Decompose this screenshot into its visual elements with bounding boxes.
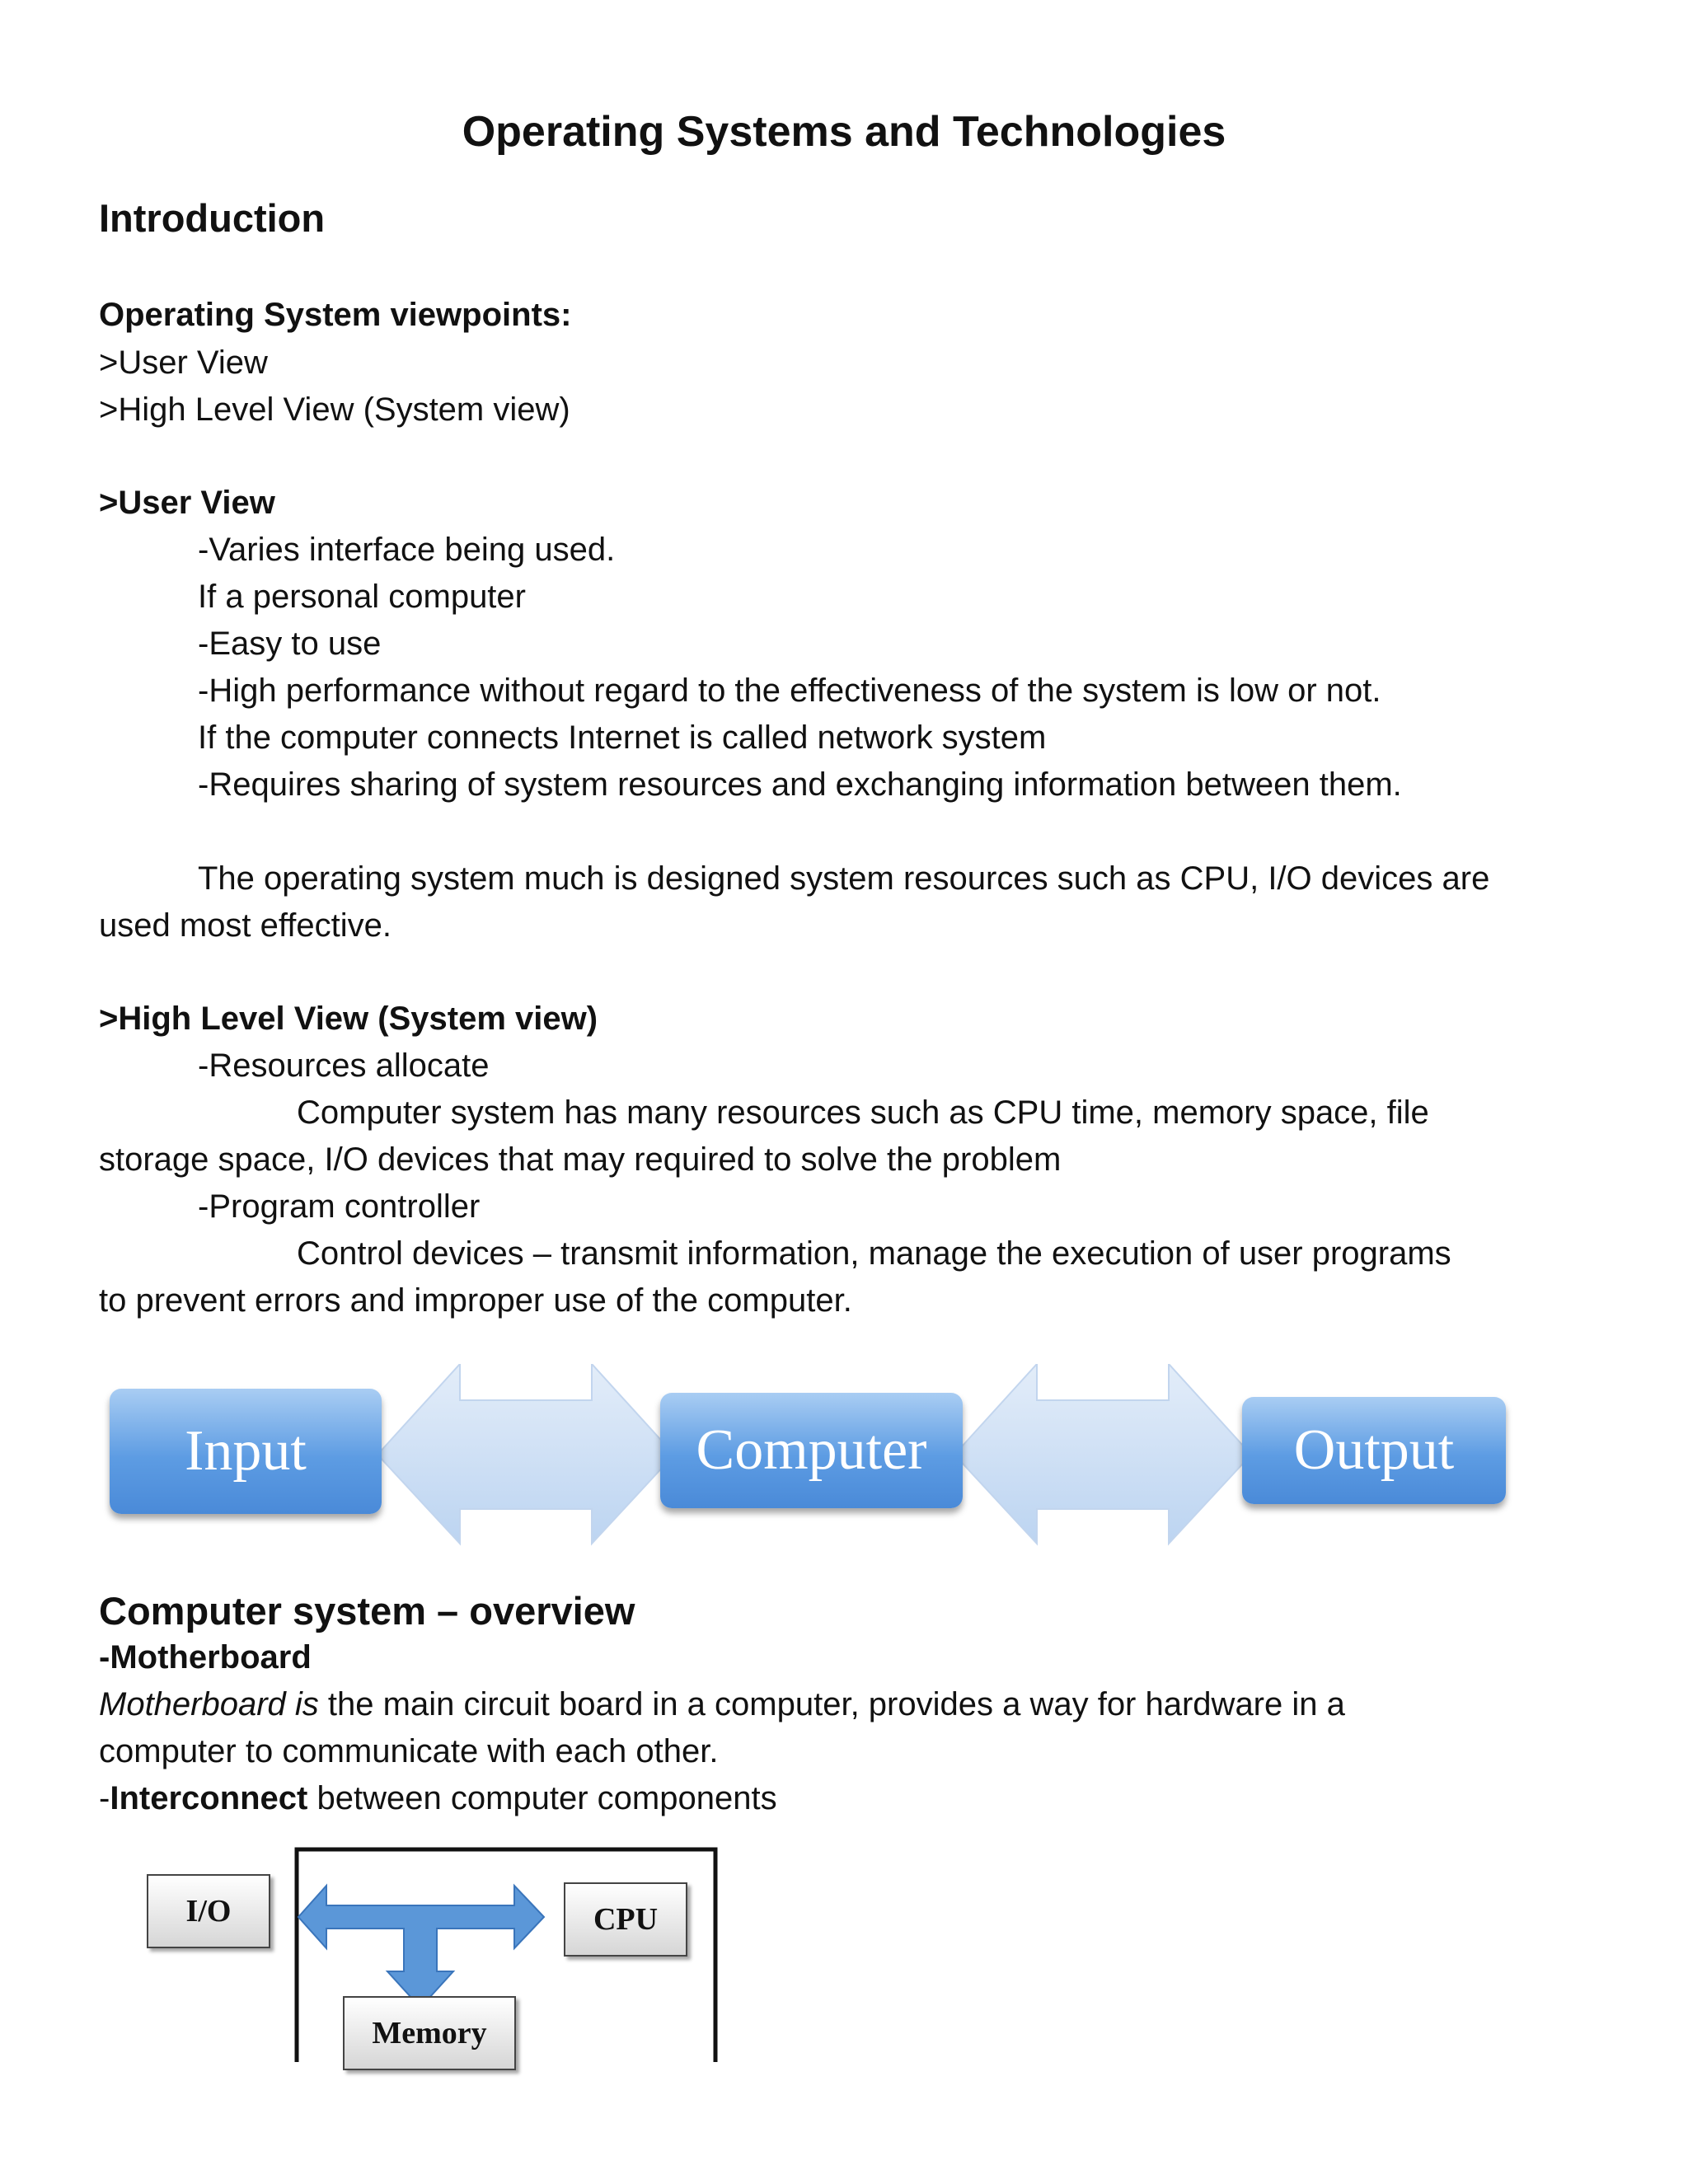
program-controller-label: -Program controller (198, 1188, 481, 1225)
motherboard-description-line1 (99, 1685, 1345, 1724)
bus-arrow (298, 1886, 544, 2008)
interconnect-line (99, 1779, 777, 1818)
viewpoints-heading: Operating System viewpoints: (99, 297, 572, 333)
os-paragraph-line2: used most effective. (99, 907, 392, 944)
motherboard-label: -Motherboard (99, 1639, 312, 1675)
input-box: Input (110, 1389, 382, 1514)
double-arrow-computer-output (954, 1364, 1251, 1544)
resources-line1: Computer system has many resources such as CPU time, memory space, file (297, 1094, 1429, 1131)
interconnect-dash: - (99, 1780, 110, 1816)
viewpoint-item: >High Level View (System view) (99, 391, 570, 428)
program-line1: Control devices – transmit information, manage the execution of user programs (297, 1235, 1451, 1272)
resources-allocate-label: -Resources allocate (198, 1047, 490, 1084)
computer-box: Computer (660, 1393, 963, 1508)
user-view-line: If a personal computer (198, 579, 526, 615)
os-paragraph-line1: The operating system much is designed system resources such as CPU, I/O devices are (198, 860, 1490, 897)
input-computer-output-diagram (97, 1364, 1531, 1554)
cpu-box: CPU (564, 1882, 687, 1957)
user-view-line: -High performance without regard to the effectiveness of the system is low or not. (198, 673, 1381, 709)
user-view-line: -Easy to use (198, 626, 382, 662)
viewpoint-item: >User View (99, 344, 268, 381)
user-view-line: -Varies interface being used. (198, 532, 616, 568)
program-line2: to prevent errors and improper use of the computer. (99, 1282, 852, 1319)
resources-line2: storage space, I/O devices that may required to solve the problem (99, 1141, 1062, 1178)
double-arrow-input-computer (377, 1364, 674, 1544)
interconnect-diagram (140, 1846, 734, 2077)
motherboard-italic: Motherboard is (99, 1686, 319, 1722)
io-box: I/O (147, 1874, 270, 1948)
high-level-view-heading: >High Level View (System view) (99, 1001, 598, 1037)
interconnect-rest: between computer components (307, 1780, 777, 1816)
overview-heading: Computer system – overview (99, 1589, 635, 1633)
output-box: Output (1242, 1397, 1506, 1504)
introduction-heading: Introduction (99, 196, 326, 240)
user-view-line: -Requires sharing of system resources and exchanging information between them. (198, 766, 1402, 803)
motherboard-description-line2: computer to communicate with each other. (99, 1733, 719, 1769)
user-view-heading: >User View (99, 485, 275, 521)
motherboard-desc-rest: the main circuit board in a computer, provides a way for hardware in a (318, 1686, 1345, 1722)
user-view-line: If the computer connects Internet is called network system (198, 719, 1047, 756)
interconnect-bold: Interconnect (110, 1780, 308, 1816)
page-title: Operating Systems and Technologies (462, 108, 1226, 156)
memory-box: Memory (343, 1996, 516, 2070)
